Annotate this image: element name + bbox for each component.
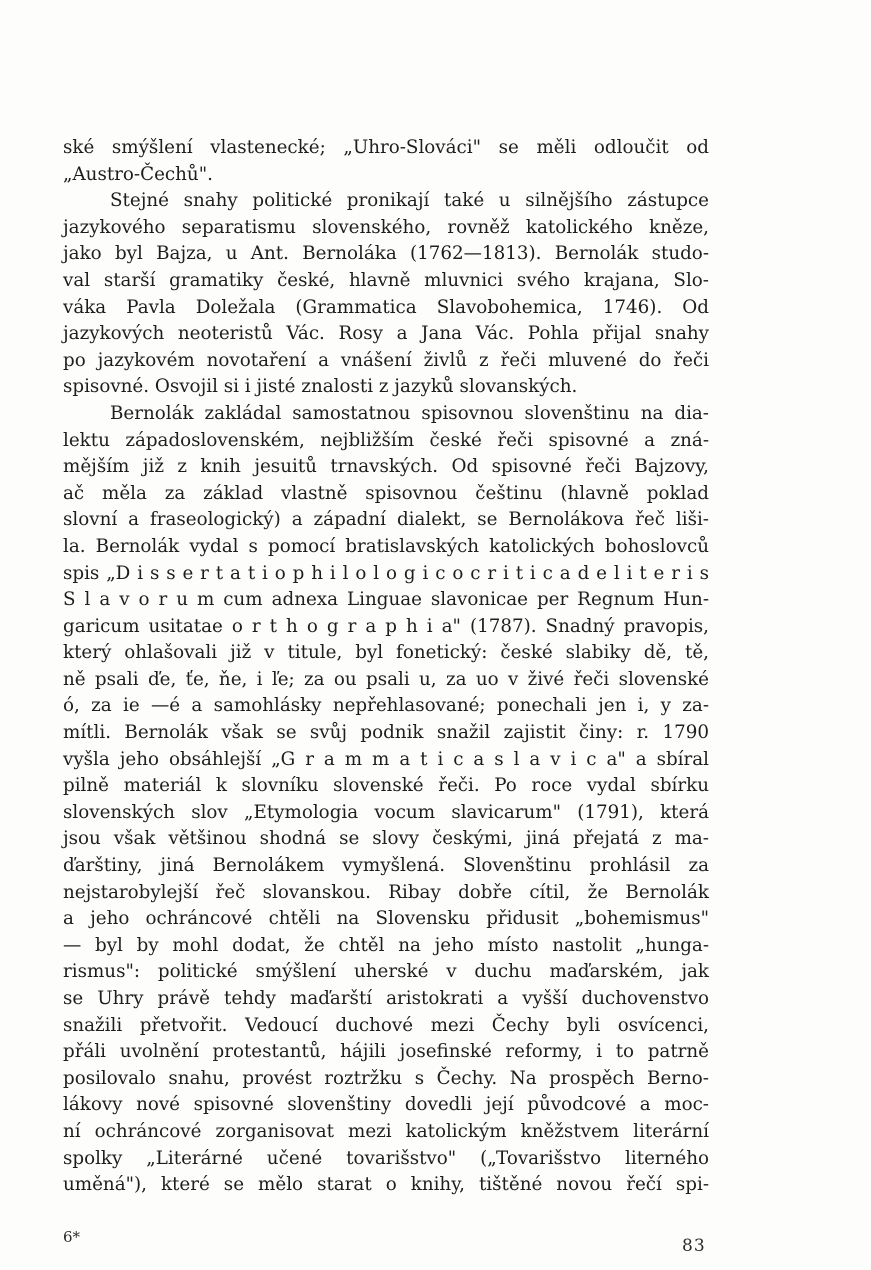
text-line: slovní a fraseologický) a západní dialekt, se Bernolákova řeč liši- <box>63 509 709 531</box>
text-line: váka Pavla Doležala (Grammatica Slavobohemica, 1746). Od <box>63 296 709 318</box>
text-line: „Austro-Čechů". <box>63 163 213 185</box>
text-line: spolky „Literárné učené tovarišstvo" („Tovarišstvo literného <box>63 1147 709 1169</box>
text-line: spis „D i s s e r t a t i o p h i l o l o g i c o c r i t i c a d e l i t e r i s <box>63 562 709 584</box>
text-line: přáli uvolnění protestantů, hájili josefinské reformy, i to patrně <box>63 1041 709 1063</box>
text-line: se Uhry právě tehdy maďarští aristokrati a vyšší duchovenstvo <box>63 988 709 1009</box>
text-line: nejstarobylejší řeč slovanskou. Ribay dobře cítil, že Bernolák <box>63 881 709 903</box>
text-line: pilně materiál k slovníku slovenské řeči. Po roce vydal sbírku <box>63 775 709 797</box>
text-line: ďarštiny, jiná Bernolákem vymyšlená. Slovenštinu prohlásil za <box>63 855 709 877</box>
text-line: který ohlašovali již v titule, byl fonetický: české slabiky dě, tě, <box>63 642 709 664</box>
text-line: garicum usitatae o r t h o g r a p h i a" (1787). Snadný pravopis, <box>63 615 709 637</box>
text-line: S l a v o r u m cum adnexa Linguae slavonicae per Regnum Hun- <box>63 589 709 611</box>
text-line: jako byl Bajza, u Ant. Bernoláka (1762—1813). Bernolák studo- <box>63 243 709 265</box>
body-text <box>63 135 709 1199</box>
signature-mark: 6* <box>63 1228 81 1246</box>
text-line: jazykových neoteristů Vác. Rosy a Jana Vác. Pohla přijal snahy <box>63 323 709 345</box>
text-line: ské smýšlení vlastenecké; „Uhro-Slováci" se měli odloučit od <box>63 137 709 158</box>
text-line: ó, za ie —é a samohlásky nepřehlasované; ponechali jen i, y za- <box>63 695 709 717</box>
text-line: jsou však většinou shodná se slovy českými, jiná přejatá z ma- <box>63 828 709 850</box>
text-line: val starší gramatiky české, hlavně mluvnici svého krajana, Slo- <box>63 269 709 291</box>
text-line: ní ochráncové zorganisovat mezi katolickým kněžstvem literární <box>63 1120 709 1142</box>
text-line: a jeho ochráncové chtěli na Slovensku přidusit „bohemismus" <box>63 908 709 930</box>
text-line: po jazykovém novotaření a vnášení živlů z řeči mluvené do řeči <box>63 349 709 371</box>
text-line: la. Bernolák vydal s pomocí bratislavských katolických bohoslovců <box>63 535 709 557</box>
paragraph-start-line: Bernolák zakládal samostatnou spisovnou slovenštinu na dia- <box>110 402 709 424</box>
text-line: mějším již z knih jesuitů trnavských. Od spisovné řeči Bajzovy, <box>63 456 709 478</box>
text-line: vyšla jeho obsáhlejší „G r a m m a t i c a s l a v i c a" a sbíral <box>63 748 709 770</box>
text-line: snažili přetvořit. Vedoucí duchové mezi Čechy byli osvícenci, <box>63 1014 709 1036</box>
text-line: ně psali ďe, ťe, ňe, i ľe; za ou psali u, za uo v živé řeči slovenské <box>63 668 709 690</box>
text-line: slovenských slov „Etymologia vocum slavicarum" (1791), která <box>63 801 709 823</box>
text-line: ač měla za základ vlastně spisovnou češtinu (hlavně poklad <box>63 482 709 504</box>
text-line: — byl by mohl dodat, že chtěl na jeho místo nastolit „hunga- <box>63 934 709 956</box>
text-line: posilovalo snahu, provést roztržku s Čechy. Na prospěch Berno- <box>63 1067 709 1089</box>
text-line: jazykového separatismu slovenského, rovněž katolického kněze, <box>63 216 709 238</box>
text-line: spisovné. Osvojil si i jisté znalosti z jazyků slovanských. <box>63 376 578 398</box>
text-line: mítli. Bernolák však se svůj podnik snažil zajistit činy: r. 1790 <box>63 722 709 744</box>
paragraph-start-line: Stejné snahy politické pronikají také u silnějšího zástupce <box>110 190 709 212</box>
text-line: lektu západoslovenském, nejbližším české řeči spisovné a zná- <box>63 429 709 451</box>
page-number: 83 <box>682 1236 706 1256</box>
text-line: lákovy nové spisovné slovenštiny dovedli její původcové a moc- <box>63 1094 709 1116</box>
text-line: uměná"), které se mělo starat o knihy, tištěné novou řečí spi- <box>63 1174 709 1196</box>
text-line: rismus": politické smýšlení uherské v duchu maďarském, jak <box>63 961 709 983</box>
